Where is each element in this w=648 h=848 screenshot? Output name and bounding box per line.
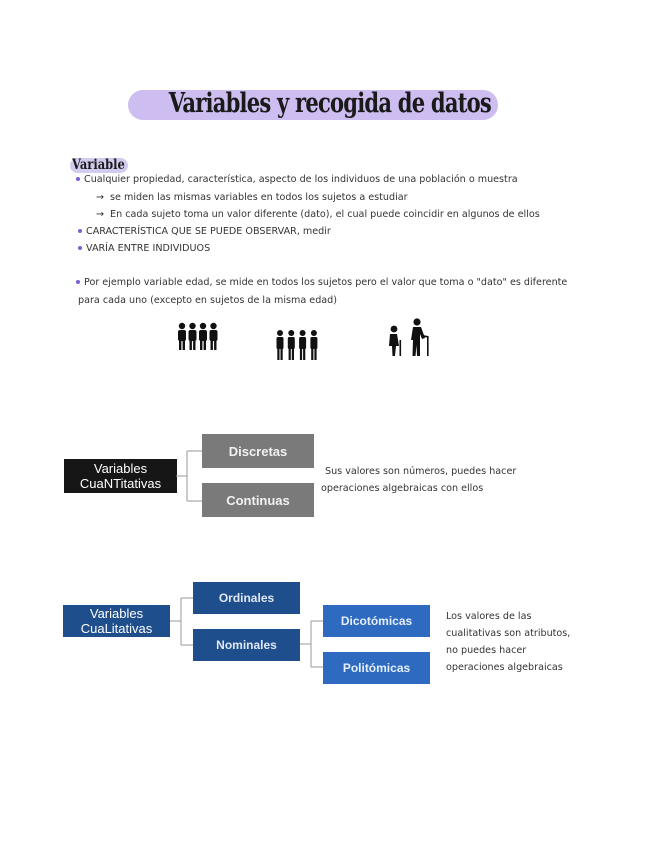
quantitative-label-line-1: Variables (93, 461, 148, 476)
qualitative-variables-box (63, 605, 170, 637)
arrow-right-icon: → (96, 209, 105, 220)
bullet-dot-icon (76, 280, 80, 284)
continuas-box: Continuas (202, 483, 314, 517)
quantitative-variables-box (64, 459, 177, 493)
bullet-varies: VARÍA ENTRE INDIVIDUOS (78, 242, 210, 256)
bullet-definition: Cualquier propiedad, característica, aspecto de los individuos de una población o muestra (76, 173, 518, 187)
dicotomicas-box: Dicotómicas (323, 605, 430, 637)
quantitative-connector (176, 450, 202, 502)
quantitative-label-line-2: CuaNTitativas (79, 476, 162, 491)
group-of-adults-icon (275, 329, 319, 361)
qualitative-label-line-1: Variables (89, 606, 144, 621)
arrow-right-icon: → (96, 192, 105, 203)
qualitative-note: Los valores de las cualitativas son atributos, no puedes hacer operaciones algebraicas (446, 611, 571, 673)
sub-bullet-same-variables: → se miden las mismas variables en todos los sujetos a estudiar (96, 192, 408, 203)
bullet-dot-icon (78, 229, 82, 233)
bullet-dot-icon (76, 177, 80, 181)
politomicas-box: Politómicas (323, 652, 430, 684)
bullet-dot-icon (78, 246, 82, 250)
page-title: Variables y recogida de datos (168, 88, 492, 119)
bullet-observable: CARACTERÍSTICA QUE SE PUEDE OBSERVAR, medir (78, 225, 331, 239)
sub-bullet-different-value: → En cada sujeto toma un valor diferente (dato), el cual puede coincidir en algunos de ellos (96, 209, 540, 220)
group-of-kids-icon (176, 322, 220, 352)
quantitative-note: Sus valores son números, puedes hacer operaciones algebraicas con ellos (321, 466, 517, 494)
nominales-box: Nominales (193, 629, 300, 661)
section-heading: Variable (72, 157, 125, 173)
qualitative-connector (170, 597, 194, 647)
nominales-connector (300, 620, 323, 668)
example-line-1: Por ejemplo variable edad, se mide en todos los sujetos pero el valor que toma o "dato" es diferente (76, 276, 567, 290)
discretas-box: Discretas (202, 434, 314, 468)
qualitative-label-line-2: CuaLitativas (80, 621, 153, 636)
elderly-couple-icon (384, 318, 434, 358)
example-line-2: para cada uno (excepto en sujetos de la misma edad) (78, 295, 338, 306)
ordinales-box: Ordinales (193, 582, 300, 614)
